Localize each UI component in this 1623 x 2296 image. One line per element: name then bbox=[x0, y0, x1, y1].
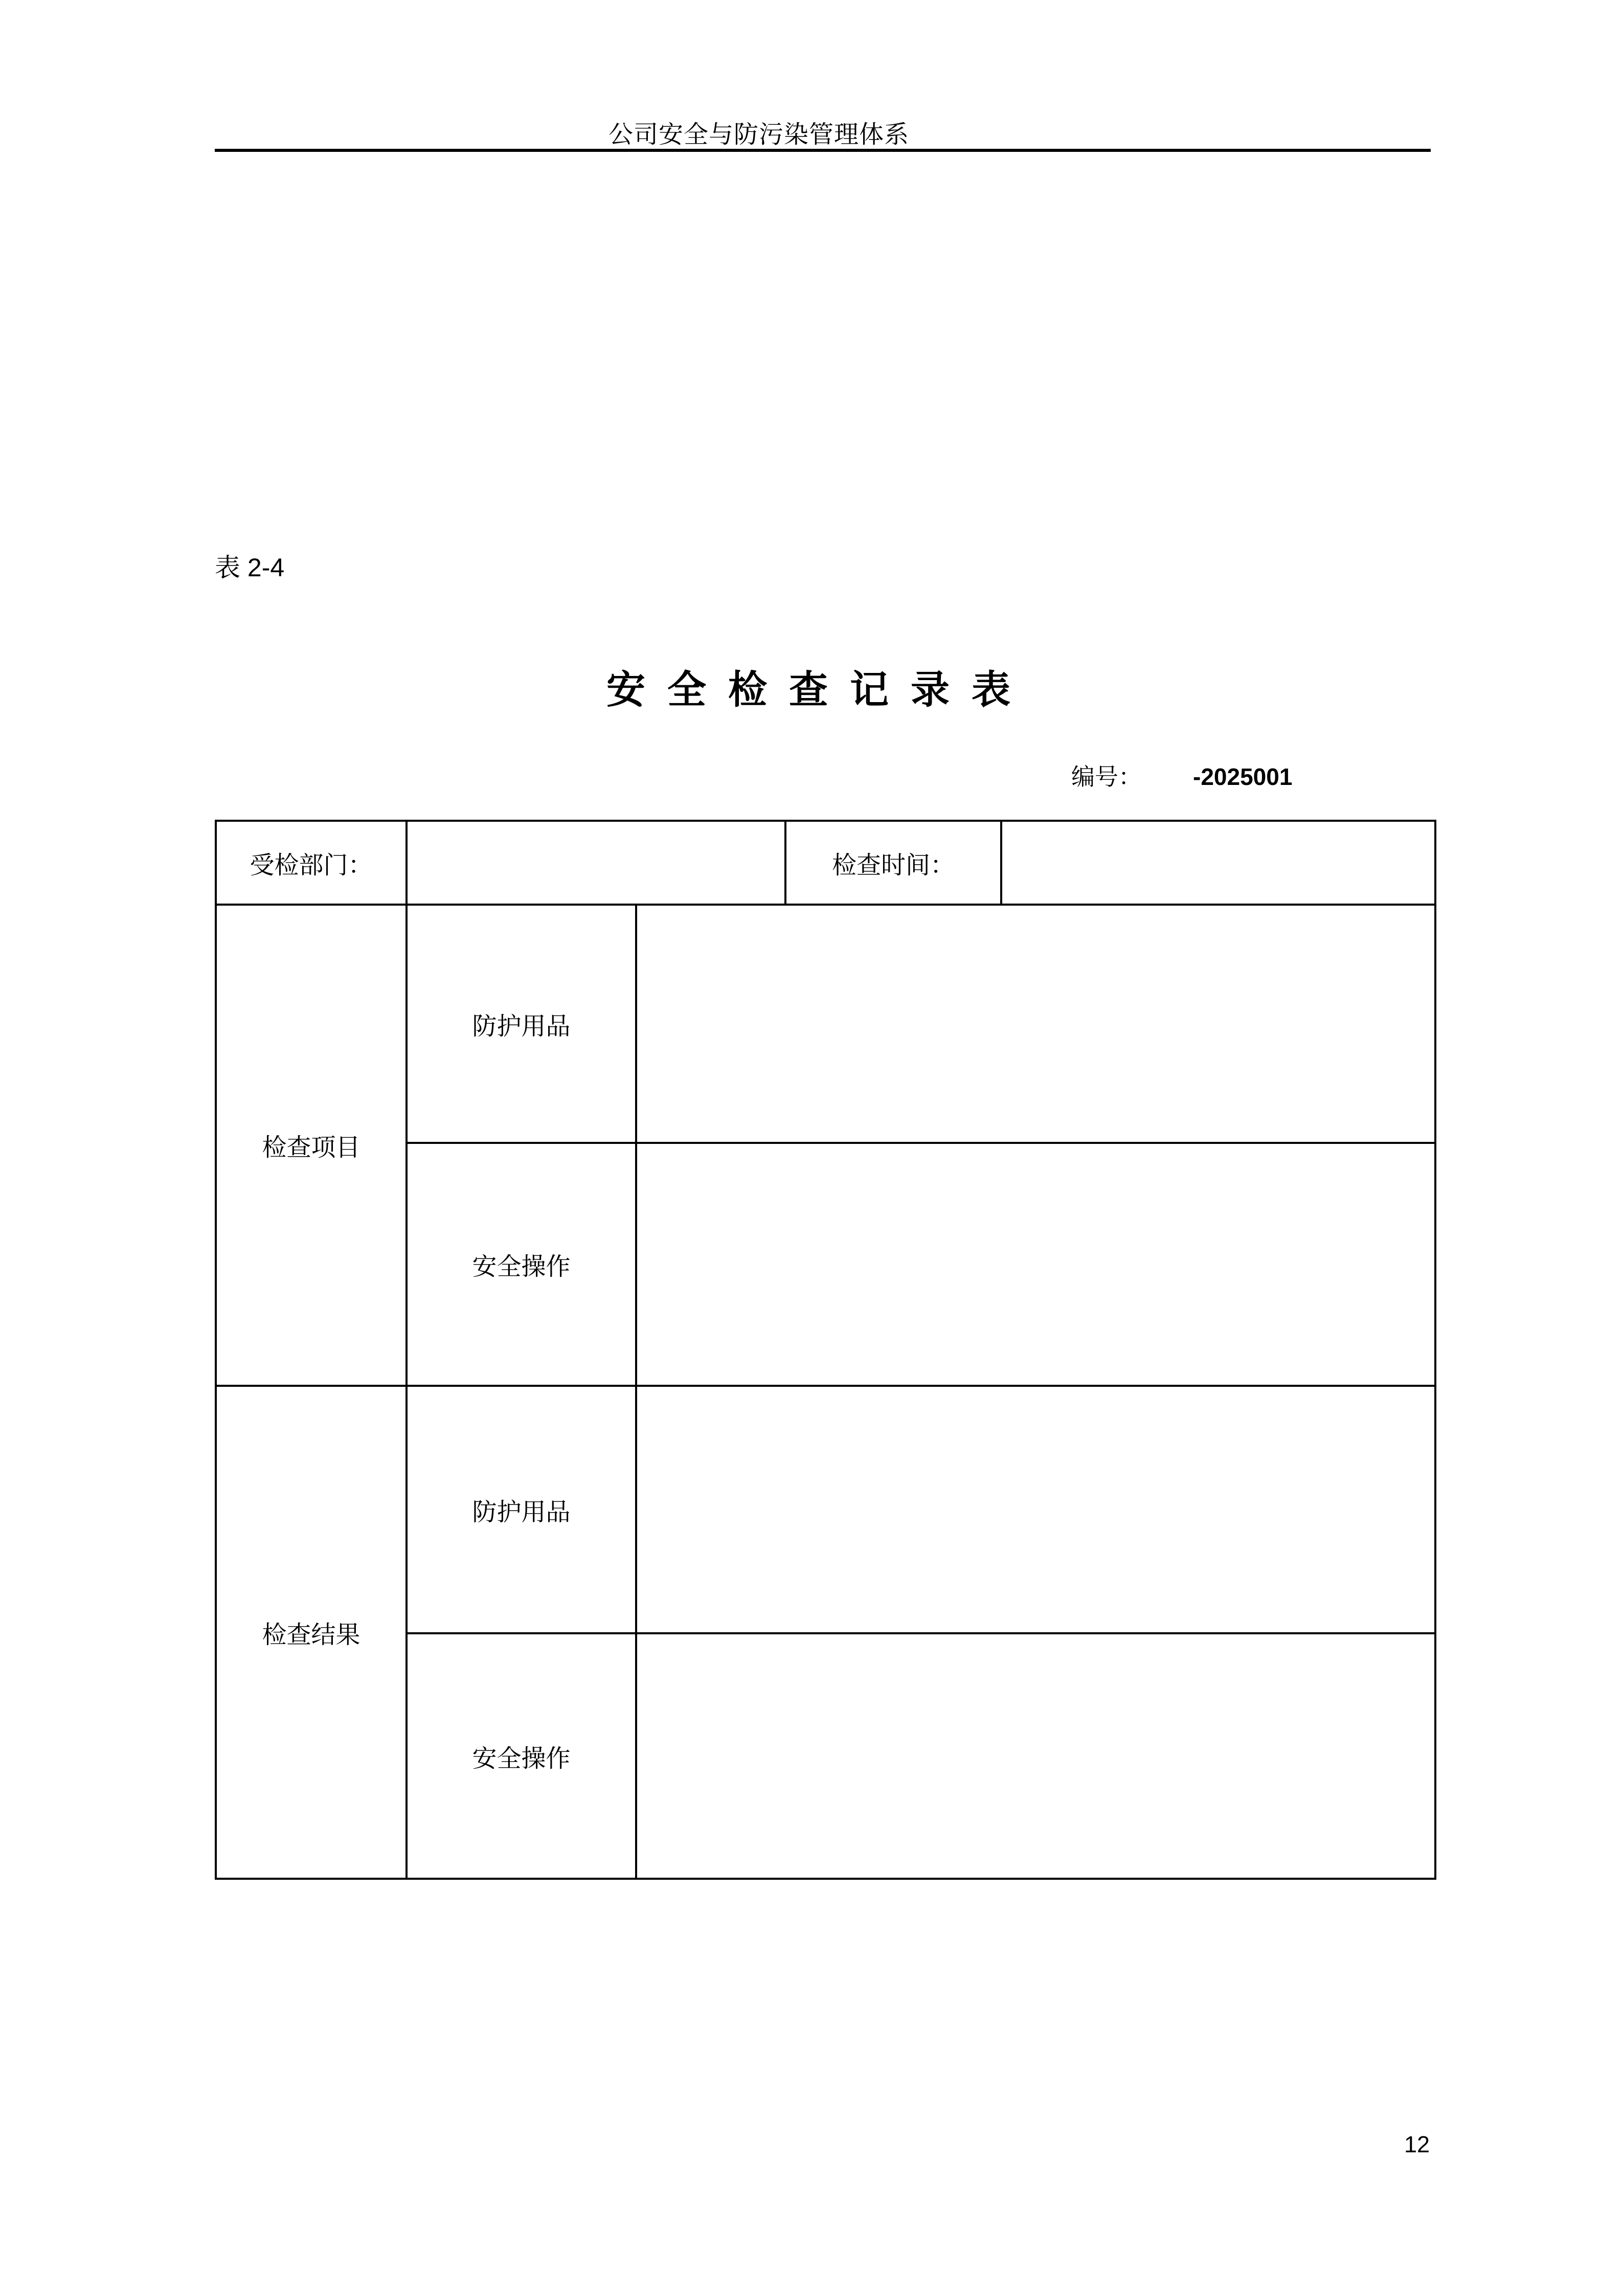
department-value-cell[interactable] bbox=[407, 821, 785, 905]
table-caption: 表 2-4 bbox=[215, 553, 285, 582]
results-operation-label-cell: 安全操作 bbox=[407, 1633, 636, 1879]
items-protective-content-cell[interactable] bbox=[636, 905, 1435, 1143]
form-number-line bbox=[1071, 763, 1292, 791]
safety-inspection-form-table bbox=[215, 820, 1436, 1880]
running-header-title: 公司安全与防污染管理体系 bbox=[608, 121, 910, 148]
header-divider-rule bbox=[215, 149, 1431, 152]
page-number: 12 bbox=[1404, 2131, 1430, 2157]
results-protective-label-cell: 防护用品 bbox=[407, 1386, 636, 1633]
items-operation-content-cell[interactable] bbox=[636, 1143, 1435, 1386]
time-label-cell: 检查时间： bbox=[785, 821, 1001, 905]
table-row bbox=[216, 1386, 1435, 1633]
table-row bbox=[216, 905, 1435, 1143]
form-title: 安 全 检 查 记 录 表 bbox=[606, 669, 1017, 712]
form-number-label: 编号： bbox=[1071, 764, 1142, 790]
results-operation-content-cell[interactable] bbox=[636, 1633, 1435, 1879]
items-protective-label-cell: 防护用品 bbox=[407, 905, 636, 1143]
info-row bbox=[216, 821, 1435, 905]
department-label-cell: 受检部门： bbox=[216, 821, 407, 905]
time-value-cell[interactable] bbox=[1001, 821, 1435, 905]
items-operation-label-cell: 安全操作 bbox=[407, 1143, 636, 1386]
group-cell-inspection-results: 检查结果 bbox=[216, 1386, 407, 1879]
form-number-value: -2025001 bbox=[1193, 763, 1293, 790]
group-cell-inspection-items: 检查项目 bbox=[216, 905, 407, 1386]
results-protective-content-cell[interactable] bbox=[636, 1386, 1435, 1633]
